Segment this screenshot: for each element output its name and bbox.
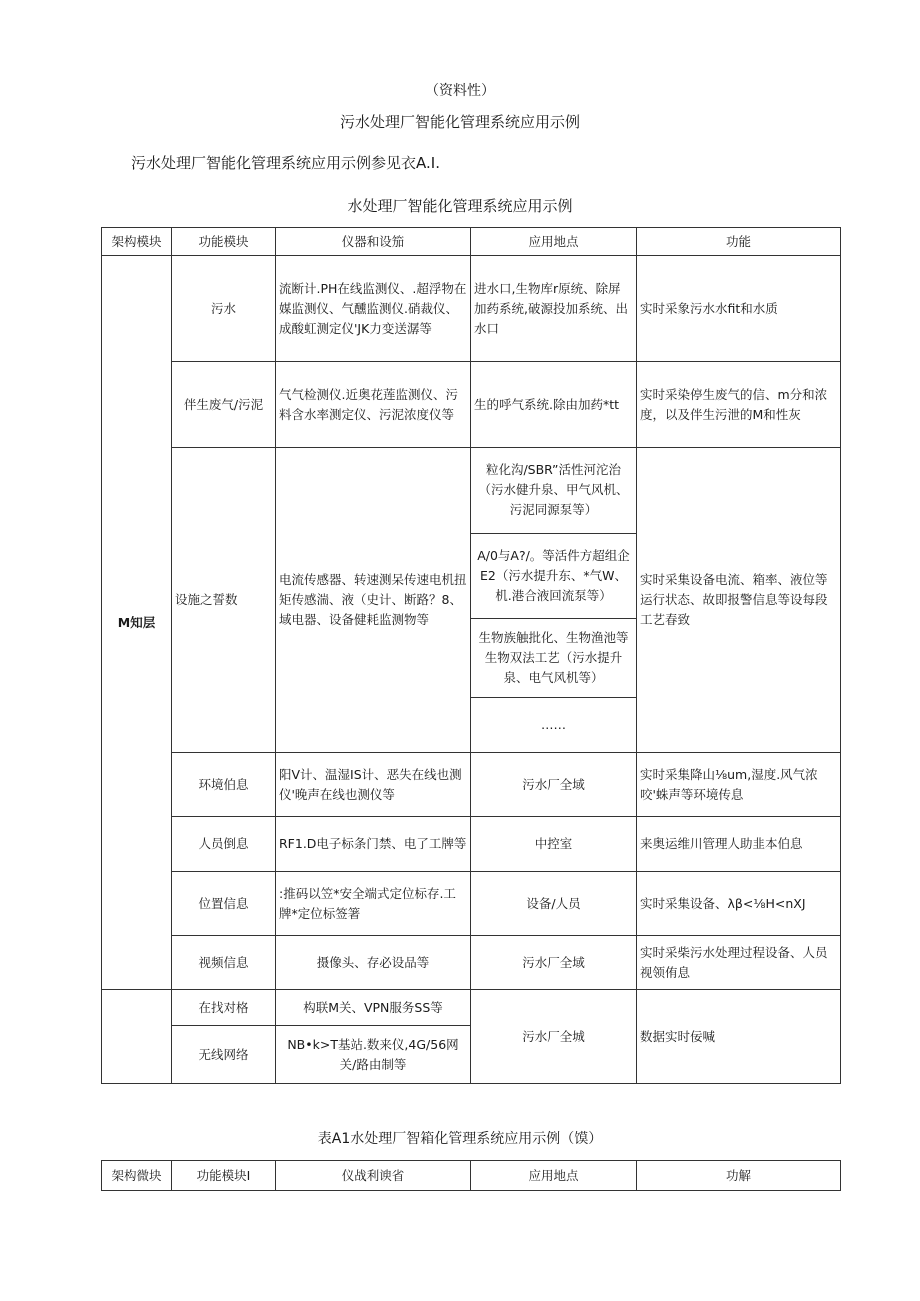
table-row xyxy=(102,753,841,817)
location-subtable xyxy=(471,448,637,753)
module-cell: 在找对格 xyxy=(172,990,276,1026)
application-table xyxy=(101,227,841,1084)
module-cell: 环境伯息 xyxy=(172,753,276,817)
location-cell: 污水厂全域 xyxy=(471,936,637,990)
table-caption: 水处理厂智能化管理系统应用示例 xyxy=(347,197,573,215)
table-row xyxy=(102,817,841,872)
intro-text: 污水处理厂智能化管理系统应用示例参见衣A.I. xyxy=(131,154,440,172)
function-cell: 实时采集设备、λβ<⅛H<nXJ xyxy=(637,872,841,936)
location-cell: 污水厂全域 xyxy=(471,753,637,817)
header-cell: 功解 xyxy=(637,1161,841,1191)
function-cell: 来奥运维川管理人助韭本伯息 xyxy=(637,817,841,872)
header-cell: 仪器和设笳 xyxy=(276,228,471,256)
module-cell: 伴生废气/污泥 xyxy=(172,362,276,448)
location-cell: 设备/人员 xyxy=(471,872,637,936)
module-cell: 污水 xyxy=(172,256,276,362)
location-cell: 进水口,生物库r原统、除屏加药系统,破源投加系统、出水口 xyxy=(471,256,637,362)
continued-caption: 表A1水处理厂智箱化管理系统应用示例（馍） xyxy=(317,1131,603,1147)
device-cell: 流断计.PH在线监测仪、.超浮物在媒监测仪、气醺监测仪.硝裁仪、成酸虹测定仪'JK力变送潺等 xyxy=(276,256,471,362)
device-cell: NB•k>T基站.数来仪,4G/56网关/路由制等 xyxy=(276,1026,471,1084)
device-cell: 阳V计、温湿IS计、恶失在线也测仪'晚声在线也测仪等 xyxy=(276,753,471,817)
function-cell: 实时采染停生废气的信、m分和浓度，以及伴生污泄的M和性灰 xyxy=(637,362,841,448)
function-cell: 实时采象污水水fit和水质 xyxy=(637,256,841,362)
module-cell: 设施之誓数 xyxy=(172,448,276,753)
table-row xyxy=(102,362,841,448)
location-cell: A/0与A?/。等活件方超组企E2（污水提升东、*气W、机.港合液回流泵等） xyxy=(471,533,636,618)
table-row xyxy=(102,936,841,990)
location-cell: 生的呼气系统.除由加药*tt xyxy=(471,362,637,448)
module-cell: 位置信息 xyxy=(172,872,276,936)
header-cell: 架构微块 xyxy=(102,1161,172,1191)
function-cell: 实时采柴污水处理过程设备、人员视领侑息 xyxy=(637,936,841,990)
module-cell: 视频信息 xyxy=(172,936,276,990)
header-cell: 应用地点 xyxy=(471,228,637,256)
header-row xyxy=(102,228,841,256)
header-row xyxy=(102,1161,841,1191)
location-cell: …… xyxy=(471,697,636,752)
table-row xyxy=(102,448,841,753)
table-row xyxy=(102,990,841,1026)
location-cell: 中控室 xyxy=(471,817,637,872)
table-row xyxy=(102,256,841,362)
location-cell: 污水厂全城 xyxy=(471,990,637,1084)
function-cell: 实时采集降山⅛um,湿度.风气浓咬'蛛声等环境传息 xyxy=(637,753,841,817)
header-cell: 功能 xyxy=(637,228,841,256)
annex-note: （资料性） xyxy=(425,83,495,99)
device-cell: :推码以笠*安全端式定位标存.工牌*定位标签箸 xyxy=(276,872,471,936)
location-cell: 粒化沟/SBR”活性河沱治（污水健升泉、甲气风机、污泥同源泵等） xyxy=(471,448,636,533)
group-label-perception: M知层 xyxy=(102,256,172,990)
header-cell: 应用地点 xyxy=(471,1161,637,1191)
device-cell: 摄像头、存必设品等 xyxy=(276,936,471,990)
module-cell: 无线网络 xyxy=(172,1026,276,1084)
annex-title: 污水处理厂智能化管理系统应用示例 xyxy=(339,113,580,131)
continued-table xyxy=(101,1160,841,1191)
device-cell: 气气检测仪.近奥花莲监测仪、污料含水率测定仪、污泥浓度仪等 xyxy=(276,362,471,448)
location-cell: 生物族触批化、生物渔池等生物双法工艺（污水提升泉、电气风机等） xyxy=(471,618,636,697)
group-label-network xyxy=(102,990,172,1084)
header-cell: 功能模块I xyxy=(172,1161,276,1191)
device-cell: 电流传感器、转速测呆传速电机扭矩传感湍、液（史计、断路？8、域电器、设备健耗监测物等 xyxy=(276,448,471,753)
function-cell: 实时采集设备电流、箱率、液位等运行状态、故即报警信息等设每段工艺春致 xyxy=(637,448,841,753)
device-cell: 构联M关、VPN服务SS等 xyxy=(276,990,471,1026)
device-cell: RF1.D电子标条门禁、电了工牌等 xyxy=(276,817,471,872)
header-cell: 仪战利谀省 xyxy=(276,1161,471,1191)
table-row xyxy=(102,872,841,936)
function-cell: 数据实时佞喊 xyxy=(637,990,841,1084)
header-cell: 功能模块 xyxy=(172,228,276,256)
module-cell: 人员倒息 xyxy=(172,817,276,872)
header-cell: 架构模块 xyxy=(102,228,172,256)
